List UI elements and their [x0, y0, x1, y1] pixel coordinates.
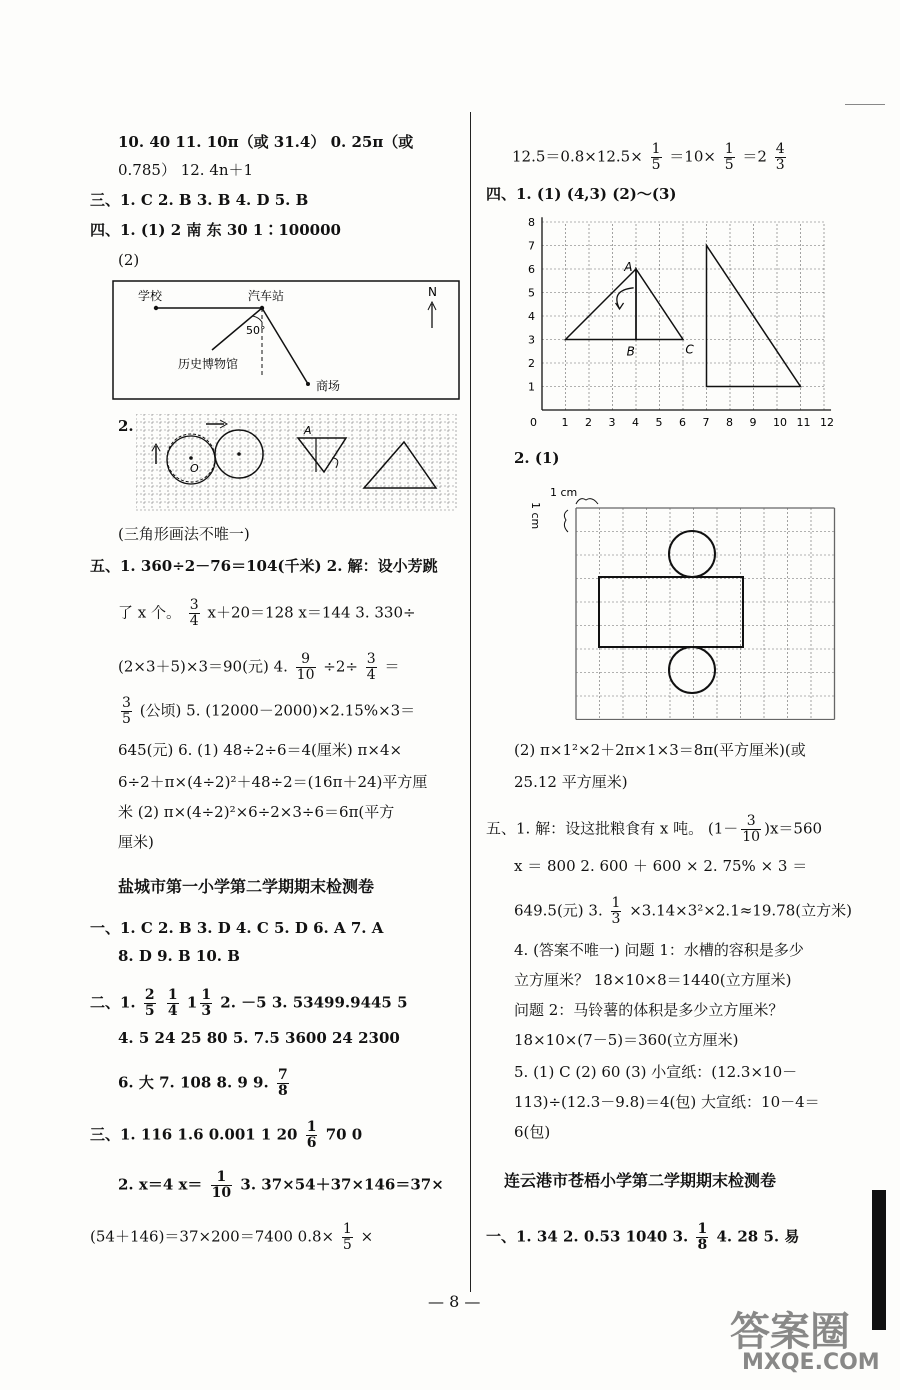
- fraction: $\frac{2}{5}$: [144, 987, 155, 1019]
- line-l2: 0.785） 12. 4n＋1: [118, 161, 254, 179]
- coordinate-grid-diagram: [520, 212, 850, 434]
- line-l1: 10. 40 11. 10π（或 31.4） 0. 25π（或: [118, 133, 414, 151]
- l21-text-a: 三、1. 116 1.6 0.001 1 20: [90, 1125, 298, 1144]
- y-tick-label: 3: [528, 333, 535, 347]
- l10-text-a: (2×3＋5)×3＝90(元) 4.: [118, 657, 288, 676]
- line-r8: [514, 896, 852, 927]
- line-l12: 645(元) 6. (1) 48÷2÷6＝4(厘米) π×4×: [118, 741, 403, 759]
- point-c-label: C: [685, 342, 694, 357]
- watermark-url: MXQE.COM: [742, 1350, 880, 1375]
- x-tick-label: 8: [726, 416, 733, 429]
- unit-label-vertical: 1 cm: [529, 502, 542, 530]
- line-l18: [90, 988, 408, 1019]
- y-tick-label: 4: [528, 310, 535, 323]
- r1-text-a: 12.5＝0.8×12.5×: [512, 147, 643, 166]
- r16-text-a: 一、1. 34 2. 0.53 1040 3.: [486, 1227, 689, 1246]
- r8-text-b: ×3.14×3²×2.1≈19.78(立方米): [629, 901, 852, 920]
- watermark-logo: 答案圈: [730, 1309, 850, 1355]
- section-heading-yancheng: 盐城市第一小学第二学期期末检测卷: [118, 877, 375, 896]
- drawn-triangle: [364, 442, 436, 488]
- page-number: — 8 —: [428, 1292, 481, 1311]
- line-r2: 四、1. (1) (4,3) (2)～(3): [486, 185, 677, 203]
- line-l20: [118, 1068, 292, 1099]
- l9-text-a: 了 x 个。: [118, 603, 181, 622]
- line-l6: 2.: [118, 417, 134, 435]
- mall-point: [306, 382, 310, 386]
- lateral-rectangle: [599, 577, 743, 647]
- fraction: $\frac{1}{3}$: [201, 987, 212, 1019]
- rotated-triangle: [566, 269, 637, 340]
- line-l9: [118, 598, 416, 629]
- line-l7: (三角形画法不唯一): [118, 525, 250, 543]
- x-tick-label: 6: [679, 416, 686, 429]
- rotated-triangle: [298, 438, 346, 472]
- route-map-diagram: [112, 280, 460, 400]
- rotation-arrow: [617, 288, 634, 309]
- point-a-label: A: [624, 260, 633, 274]
- line-l19: 4. 5 24 25 80 5. 7.5 3600 24 2300: [118, 1029, 400, 1047]
- l20-text: 6. 大 7. 108 8. 9 9.: [118, 1073, 269, 1092]
- line-l23: [90, 1222, 373, 1253]
- x-tick-label: 2: [585, 416, 592, 429]
- fraction: $\frac{3}{4}$: [189, 597, 199, 629]
- fraction: $\frac{4}{3}$: [775, 141, 785, 173]
- bus-station-label: 汽车站: [248, 289, 285, 303]
- north-label: N: [428, 285, 437, 299]
- circle-center-2: [237, 452, 241, 456]
- unit-brace-horizontal: [576, 499, 598, 504]
- x-tick-label: 12: [820, 416, 834, 429]
- line-l15: 厘米): [118, 833, 154, 851]
- line-l13: 6÷2＋π×(4÷2)²＋48÷2＝(16π＋24)平方厘: [118, 773, 428, 791]
- r8-text-a: 649.5(元) 3.: [514, 901, 603, 920]
- fraction: $\frac{1}{5}$: [342, 1221, 352, 1253]
- l10-text-c: ＝: [384, 657, 400, 676]
- x-tick-label: 10: [773, 416, 787, 429]
- fraction: $\frac{1}{3}$: [611, 895, 621, 927]
- line-l8: 五、1. 360÷2－76＝104(千米) 2. 解：设小芳跳: [90, 557, 438, 575]
- top-base-circle: [669, 531, 715, 577]
- page-edge-shadow: [872, 1190, 886, 1330]
- point-b-label: B: [626, 344, 635, 359]
- line-l14: 米 (2) π×(4÷2)²×6÷2×3÷6＝6π(平方: [118, 803, 395, 821]
- l18-whole: 1: [186, 993, 198, 1012]
- line-l4: 四、1. (1) 2 南 东 30 1∶100000: [90, 221, 341, 239]
- fraction: $\frac{3}{4}$: [366, 651, 376, 683]
- bottom-base-circle: [669, 647, 715, 693]
- y-tick-label: 1: [528, 380, 535, 394]
- r16-text-b: 4. 28 5. 易: [716, 1227, 800, 1246]
- museum-label: 历史博物馆: [178, 357, 239, 371]
- line-r15: 6(包): [514, 1123, 551, 1141]
- l18-text-b: 2. －5 3. 53499.9445 5: [220, 993, 408, 1012]
- line-r14: 113)÷(12.3－9.8)＝4(包) 大宣纸：10－4＝: [514, 1093, 820, 1111]
- fraction: $\frac{3}{5}$: [122, 695, 131, 727]
- line-l17: 8. D 9. B 10. B: [118, 947, 240, 965]
- line-r6: [486, 814, 822, 845]
- y-tick-label: 5: [528, 286, 535, 300]
- mall-road: [262, 308, 308, 384]
- map-frame: [113, 281, 459, 399]
- corner-mark: [845, 104, 885, 105]
- line-r10: 立方厘米？ 18×10×8＝1440(立方厘米): [514, 971, 792, 989]
- cylinder-net-diagram: [528, 484, 836, 720]
- line-l11: [118, 696, 415, 727]
- angle-arc: [252, 316, 262, 322]
- fraction: $\frac{1}{4}$: [167, 987, 178, 1019]
- x-tick-label: 4: [632, 416, 639, 429]
- y-tick-label: 7: [528, 239, 535, 253]
- line-r12: 18×10×(7－5)＝360(立方厘米): [514, 1031, 739, 1049]
- mall-label: 商场: [316, 379, 341, 393]
- line-l10: [118, 652, 399, 683]
- unit-label-horizontal: 1 cm: [550, 486, 578, 499]
- x-tick-label: 7: [702, 416, 710, 429]
- r6-text-b: )x＝560: [764, 819, 823, 838]
- fraction: $\frac{7}{8}$: [277, 1067, 288, 1099]
- school-point: [154, 306, 158, 310]
- fraction: $\frac{9}{10}$: [296, 651, 315, 683]
- line-r1: [512, 142, 789, 173]
- line-r13: 5. (1) C (2) 60 (3) 小宣纸：(12.3×10－: [514, 1063, 798, 1081]
- column-divider: [470, 112, 471, 1292]
- circle-center-o: [189, 456, 193, 460]
- section-heading-lianyungang: 连云港市苍梧小学第二学期期末检测卷: [504, 1171, 777, 1190]
- line-r5: 25.12 平方厘米): [514, 773, 628, 791]
- point-a-label: A: [304, 424, 312, 437]
- l22-text-b: 3. 37×54＋37×146＝37×: [240, 1175, 444, 1194]
- l21-text-b: 70 0: [325, 1125, 363, 1144]
- rotation-arrowhead: [616, 303, 624, 309]
- fraction: $\frac{1}{10}$: [211, 1169, 232, 1201]
- l22-text-a: 2. x＝4 x＝: [118, 1175, 203, 1194]
- x-tick-label: 3: [608, 416, 616, 429]
- l9-text-b: x＋20＝128 x＝144 3. 330÷: [207, 603, 416, 622]
- line-l22: [118, 1170, 444, 1201]
- fraction: $\frac{1}{5}$: [651, 141, 661, 173]
- y-tick-label: 6: [528, 263, 535, 276]
- l11-text: (公顷) 5. (12000－2000)×2.15%×3＝: [139, 701, 416, 720]
- l23-text-a: (54＋146)＝37×200＝7400 0.8×: [90, 1227, 335, 1246]
- transform-grid-diagram: [136, 414, 460, 514]
- line-r11: 问题 2：马铃薯的体积是多少立方厘米？: [514, 1001, 784, 1019]
- y-tick-label: 8: [528, 216, 535, 229]
- axis-tick-labels: [528, 216, 834, 429]
- l23-text-b: ×: [360, 1227, 374, 1246]
- x-tick-label: 9: [749, 416, 757, 429]
- line-l3: 三、1. C 2. B 3. B 4. D 5. B: [90, 191, 309, 209]
- r1-text-b: ＝10×: [669, 147, 716, 166]
- line-l16: 一、1. C 2. B 3. D 4. C 5. D 6. A 7. A: [90, 919, 384, 937]
- line-r9: 4. (答案不唯一) 问题 1：水槽的容积是多少: [514, 941, 804, 959]
- x-tick-label: 0: [530, 416, 537, 429]
- l18-text-a: 二、1.: [90, 993, 136, 1012]
- fraction: $\frac{1}{8}$: [697, 1221, 708, 1253]
- school-label: 学校: [138, 289, 163, 303]
- grid-lines: [136, 414, 456, 510]
- line-r16: [486, 1222, 799, 1253]
- line-l21: [90, 1120, 362, 1151]
- fraction: $\frac{3}{10}$: [742, 813, 761, 845]
- line-l5: (2): [118, 251, 140, 269]
- line-r4: (2) π×1²×2＋2π×1×3＝8π(平方厘米)(或: [514, 741, 806, 759]
- center-label-o: O: [190, 462, 199, 475]
- r6-text-a: 五、1. 解：设这批粮食有 x 吨。: [486, 819, 704, 838]
- y-tick-label: 2: [528, 357, 535, 370]
- r6-paren-open: (1－: [707, 819, 739, 838]
- fraction: $\frac{1}{6}$: [306, 1119, 317, 1151]
- line-r3: 2. (1): [514, 449, 560, 467]
- r1-text-c: ＝2: [742, 147, 767, 166]
- x-tick-label: 5: [655, 416, 663, 429]
- line-r7: x ＝ 800 2. 600 ＋ 600 × 2. 75% × 3 ＝: [514, 857, 808, 875]
- x-tick-label: 11: [796, 416, 811, 429]
- l10-text-b: ÷2÷: [323, 657, 358, 676]
- fraction: $\frac{1}{5}$: [724, 141, 734, 173]
- coordinate-grid-lines: [542, 217, 831, 410]
- x-tick-label: 1: [561, 416, 569, 429]
- angle-label: 50°: [246, 324, 266, 337]
- unit-brace-vertical: [564, 510, 568, 532]
